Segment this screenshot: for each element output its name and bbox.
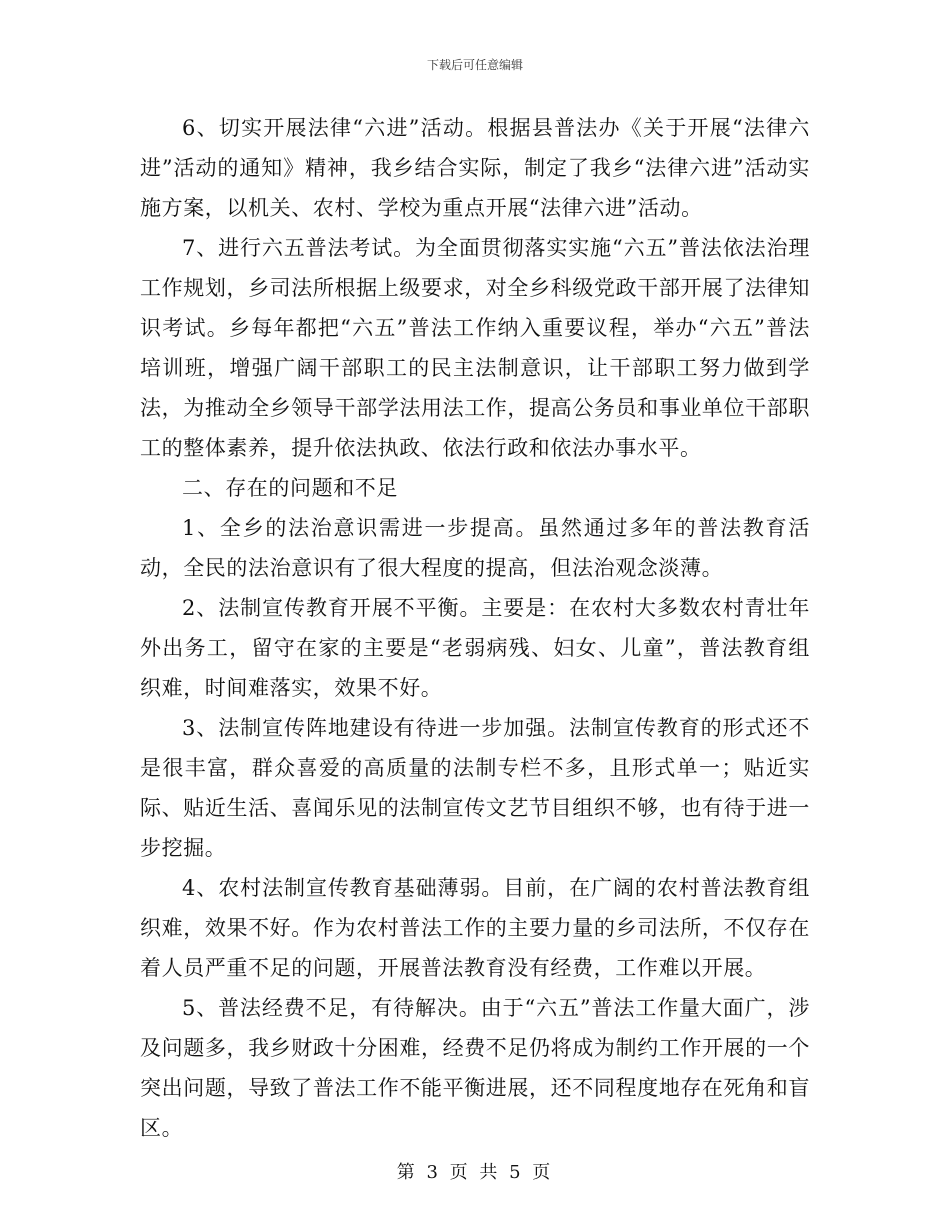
paragraph-item-6: 6、切实开展法律“六进”活动。根据县普法办《关于开展“法律六进”活动的通知》精神，我乡结合实际，制定了我乡“法律六进”活动实施方案，以机关、农村、学校为重点开展“法律六进”活动。 xyxy=(140,116,810,220)
paragraph-problem-5: 5、普法经费不足，有待解决。由于“六五”普法工作量大面广，涉及问题多，我乡财政十分困难，经费不足仍将成为制约工作开展的一个突出问题，导致了普法工作不能平衡进展，还不同程度地存在死角和盲区。 xyxy=(140,996,810,1140)
section-heading-problems: 二、存在的问题和不足 xyxy=(182,476,398,500)
paragraph-item-7: 7、进行六五普法考试。为全面贯彻落实实施“六五”普法依法治理工作规划，乡司法所根据上级要求，对全乡科级党政干部开展了法律知识考试。乡每年都把“六五”普法工作纳入重要议程，举办“六五”普法培训班，增强广阔干部职工的民主法制意识，让干部职工努力做到学法，为推动全乡领导干部学法用法工作，提高公务员和事业单位干部职工的整体素养，提升依法执政、依法行政和依法办事水平。 xyxy=(140,236,810,460)
paragraph-problem-3: 3、法制宣传阵地建设有待进一步加强。法制宣传教育的形式还不是很丰富，群众喜爱的高质量的法制专栏不多，且形式单一；贴近实际、贴近生活、喜闻乐见的法制宣传文艺节目组织不够，也有待于进一步挖掘。 xyxy=(140,716,810,860)
paragraph-problem-4: 4、农村法制宣传教育基础薄弱。目前，在广阔的农村普法教育组织难，效果不好。作为农村普法工作的主要力量的乡司法所，不仅存在着人员严重不足的问题，开展普法教育没有经费，工作难以开展。 xyxy=(140,876,810,980)
header-note: 下载后可任意编辑 xyxy=(426,58,523,72)
paragraph-problem-1: 1、全乡的法治意识需进一步提高。虽然通过多年的普法教育活动，全民的法治意识有了很大程度的提高，但法治观念淡薄。 xyxy=(140,516,810,580)
paragraph-problem-2: 2、法制宣传教育开展不平衡。主要是：在农村大多数农村青壮年外出务工，留守在家的主要是“老弱病残、妇女、儿童”，普法教育组织难，时间难落实，效果不好。 xyxy=(140,596,810,700)
document-body xyxy=(140,108,810,1148)
page-number: 第 3 页 共 5 页 xyxy=(396,1162,554,1183)
